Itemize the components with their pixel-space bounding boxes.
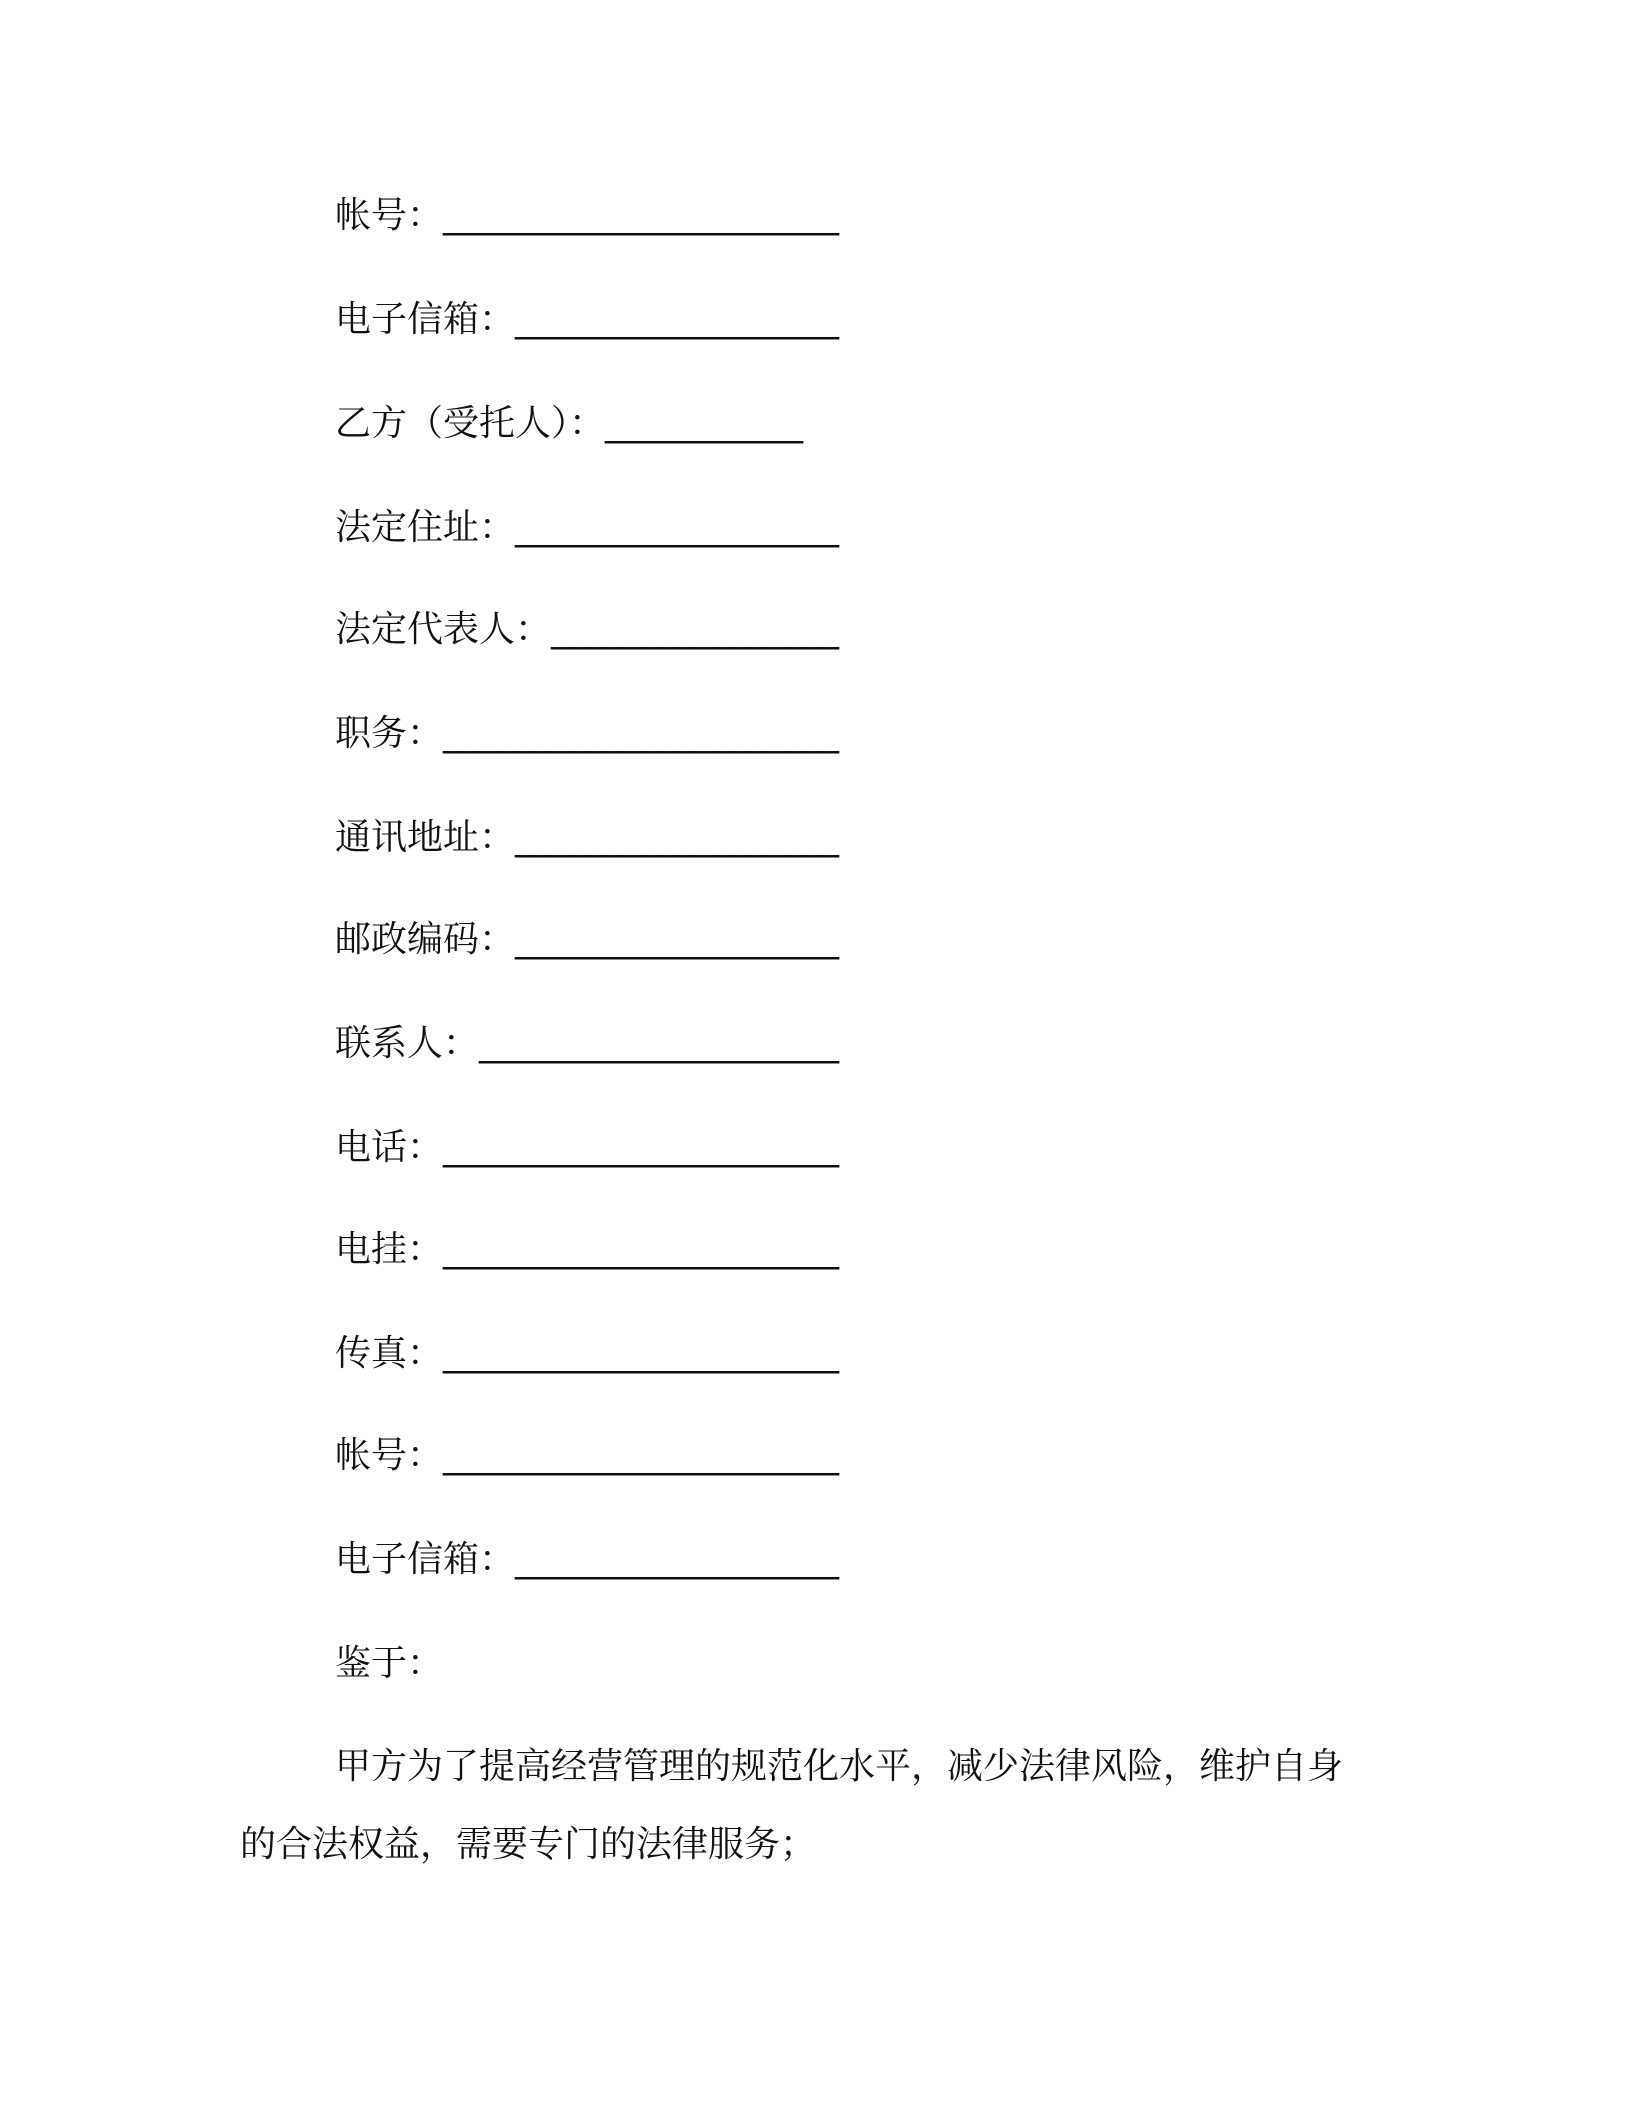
field-legal-representative: 法定代表人：________________ <box>335 609 840 650</box>
whereas-paragraph <box>240 1728 1390 1884</box>
whereas-heading: 鉴于： <box>335 1643 444 1684</box>
paragraph-line-1: 甲方为了提高经营管理的规范化水平，减少法律风险，维护自身 <box>335 1746 1344 1787</box>
field-party-b: 乙方（受托人）：___________ <box>335 403 804 444</box>
field-email: 电子信箱：__________________ <box>335 299 840 340</box>
field-phone: 电话：______________________ <box>335 1127 840 1168</box>
field-contact-person: 联系人：____________________ <box>335 1023 840 1064</box>
paragraph-line-2: 的合法权益，需要专门的法律服务； <box>240 1824 817 1865</box>
field-position: 职务：______________________ <box>335 713 840 754</box>
field-mailing-address: 通讯地址：__________________ <box>335 817 840 858</box>
field-postal-code: 邮政编码：__________________ <box>335 919 840 960</box>
field-account-2: 帐号：______________________ <box>335 1435 840 1476</box>
field-fax: 传真：______________________ <box>335 1333 840 1374</box>
field-account: 帐号：______________________ <box>335 195 840 236</box>
field-legal-address: 法定住址：__________________ <box>335 507 840 548</box>
field-email-2: 电子信箱：__________________ <box>335 1539 840 1580</box>
field-telegraph: 电挂：______________________ <box>335 1229 840 1270</box>
